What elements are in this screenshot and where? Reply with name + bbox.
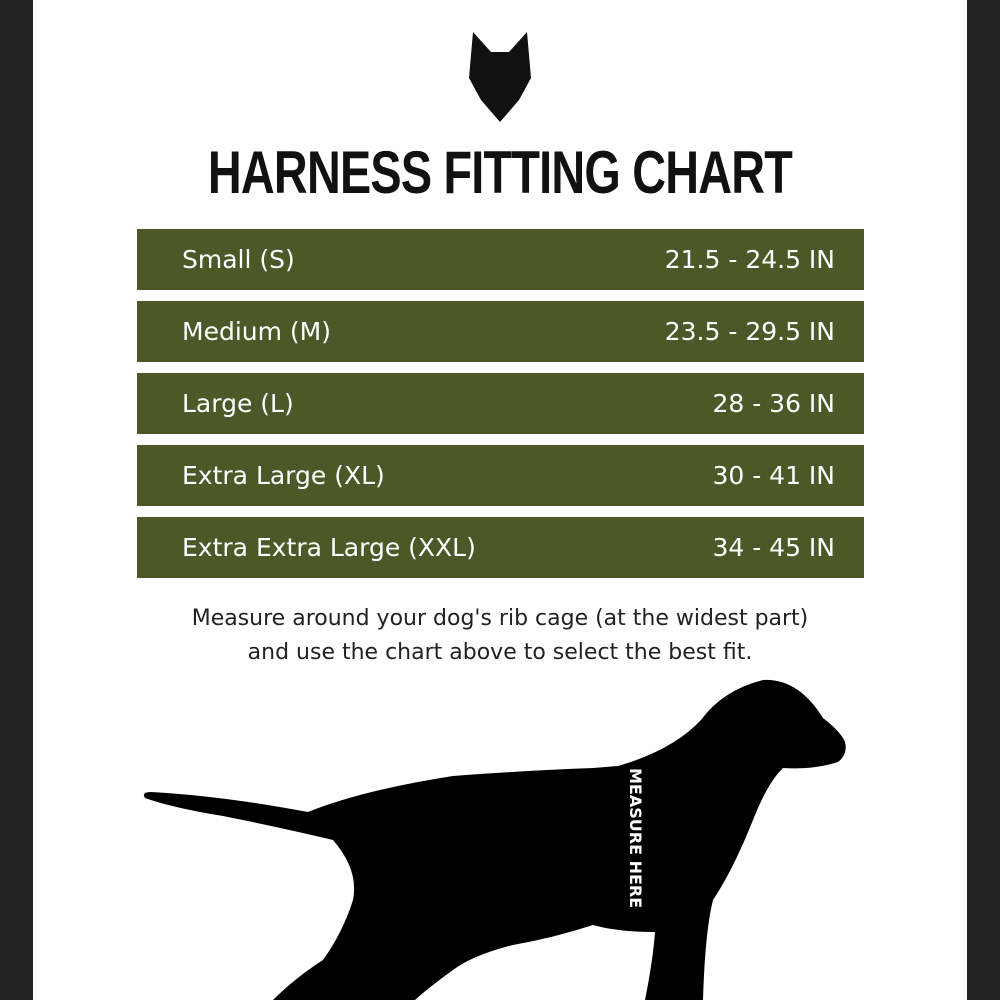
- size-range: 23.5 - 29.5 IN: [664, 317, 835, 346]
- size-range: 34 - 45 IN: [712, 533, 835, 562]
- size-label: Large (L): [182, 389, 294, 418]
- page-title: HARNESS FITTING CHART: [207, 139, 793, 206]
- size-table: [137, 229, 864, 589]
- size-label: Extra Extra Large (XXL): [182, 533, 476, 562]
- size-range: 28 - 36 IN: [712, 389, 835, 418]
- size-row-large: [137, 373, 864, 434]
- size-chart-page: [33, 0, 967, 1000]
- instructions-line-1: Measure around your dog's rib cage (at the widest part): [191, 606, 809, 631]
- instructions-line-2: and use the chart above to select the best fit.: [247, 640, 753, 665]
- size-label: Medium (M): [182, 317, 331, 346]
- size-label: Extra Large (XL): [182, 461, 385, 490]
- wolf-head-icon: [469, 30, 531, 122]
- measure-here-label: MEASURE HERE: [626, 768, 645, 909]
- size-row-medium: [137, 301, 864, 362]
- size-row-extra-large: [137, 445, 864, 506]
- size-range: 21.5 - 24.5 IN: [664, 245, 835, 274]
- size-row-extra-extra-large: [137, 517, 864, 578]
- measuring-instructions: [33, 602, 967, 670]
- dog-silhouette-illustration: [33, 670, 967, 1000]
- size-label: Small (S): [182, 245, 295, 274]
- size-range: 30 - 41 IN: [712, 461, 835, 490]
- size-row-small: [137, 229, 864, 290]
